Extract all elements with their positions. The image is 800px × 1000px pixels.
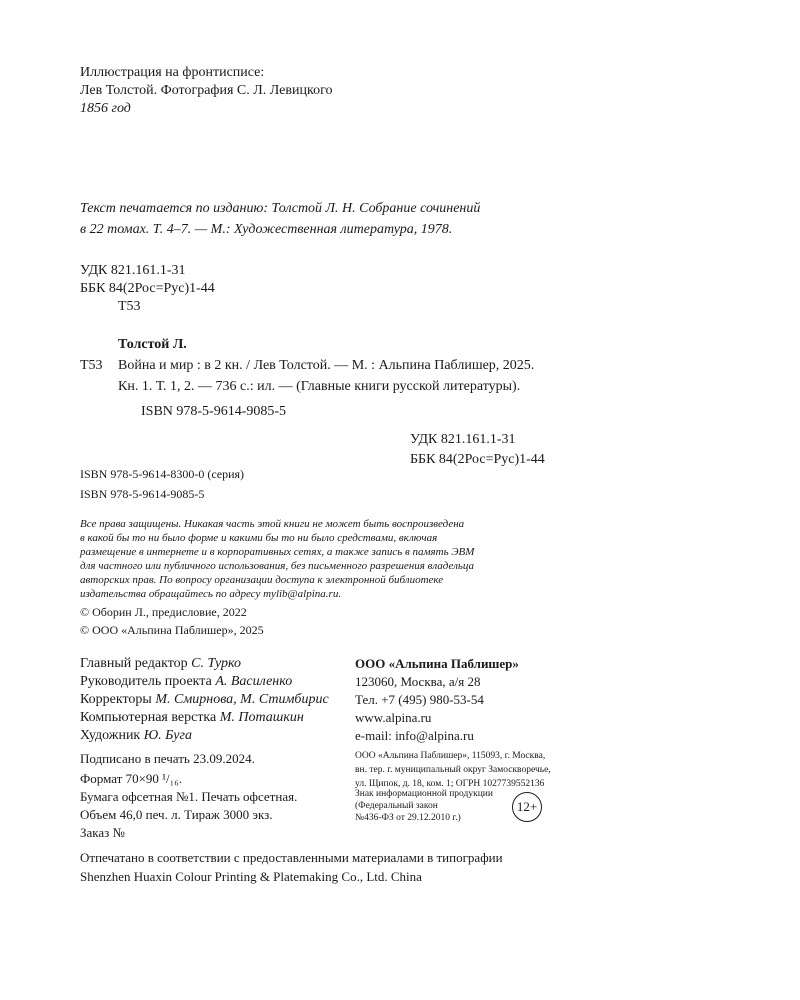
bbk-code: ББК 84(2Рос=Рус)1-44 xyxy=(80,281,215,296)
staff-role: Главный редактор xyxy=(80,656,188,671)
staff-name: М. Поташкин xyxy=(219,710,304,725)
bibliographic-isbn: ISBN 978-5-9614-9085-5 xyxy=(141,404,287,419)
isbn-book: ISBN 978-5-9614-9085-5 xyxy=(80,487,205,501)
rights-line-5: авторских прав. По вопросу организации доступа к электронной библиотеке xyxy=(80,574,444,586)
copyright-block xyxy=(80,603,264,639)
staff-row xyxy=(80,727,329,745)
staff-role: Руководитель проекта xyxy=(80,674,212,689)
age-sign-note xyxy=(355,788,493,824)
staff-row xyxy=(80,655,329,673)
bibliographic-line-2: Кн. 1. Т. 1, 2. — 736 с.: ил. — (Главные книги русской литературы). xyxy=(118,379,521,394)
staff-row xyxy=(80,673,329,691)
classification-right xyxy=(410,430,545,470)
print-format: Формат 70×90 ¹/₁₆. xyxy=(80,771,182,786)
source-edition-line-2: в 22 томах. Т. 4–7. — М.: Художественная литература, 1978. xyxy=(80,222,453,237)
staff-role: Художник xyxy=(80,728,141,743)
staff-name: Ю. Буга xyxy=(143,728,192,743)
age-sign-line-1: Знак информационной продукции xyxy=(355,789,493,799)
rights-line-4: для частного или публичного использования, без письменного разрешения владельца xyxy=(80,560,475,572)
rights-line-3: размещение в интернете и в корпоративных сетях, а также запись в память ЭВМ xyxy=(80,546,475,558)
rights-notice xyxy=(80,517,474,601)
publisher-name: ООО «Альпина Паблишер» xyxy=(355,656,519,671)
copyright-line-1: © Оборин Л., предисловие, 2022 xyxy=(80,605,247,619)
author-name: Толстой Л. xyxy=(118,337,187,352)
legal-address xyxy=(355,749,551,791)
bibliographic-code: Т53 xyxy=(80,358,103,373)
rights-line-2: в какой бы то ни было форме и какими бы то ни было средствами, включая xyxy=(80,532,438,544)
publisher-email: e-mail: info@alpina.ru xyxy=(355,728,474,743)
print-info xyxy=(80,750,297,842)
bibliographic-line-1 xyxy=(80,355,534,376)
legal-address-line-1: ООО «Альпина Паблишер», 115093, г. Москва, xyxy=(355,751,546,761)
staff-list xyxy=(80,655,329,745)
rights-line-6: издательства обращайтесь по адресу mylib@alpina.ru. xyxy=(80,588,342,600)
bbk-code-right: ББК 84(2Рос=Рус)1-44 xyxy=(410,452,545,467)
isbn-list xyxy=(80,464,244,504)
print-signed: Подписано в печать 23.09.2024. xyxy=(80,751,255,766)
staff-name: С. Турко xyxy=(191,656,242,671)
frontispiece-line-2: Лев Толстой. Фотография С. Л. Левицкого xyxy=(80,83,333,98)
frontispiece-line-1: Иллюстрация на фронтисписе: xyxy=(80,65,265,80)
source-edition-line-1: Текст печатается по изданию: Толстой Л. Н. Собрание сочинений xyxy=(80,201,481,216)
classification-left xyxy=(80,262,215,316)
age-sign-line-2: (Федеральный закон xyxy=(355,801,438,811)
isbn-series: ISBN 978-5-9614-8300-0 (серия) xyxy=(80,467,245,481)
rights-line-1: Все права защищены. Никакая часть этой книги не может быть воспроизведена xyxy=(80,518,465,530)
staff-row xyxy=(80,709,329,727)
print-order: Заказ № xyxy=(80,825,125,840)
bibliographic-record xyxy=(80,334,534,422)
printing-line-2: Shenzhen Huaxin Colour Printing & Platemaking Co., Ltd. China xyxy=(80,869,422,884)
frontispiece-year: 1856 год xyxy=(80,101,131,116)
author-sign: Т53 xyxy=(118,299,141,314)
staff-name: М. Смирнова, М. Стимбирис xyxy=(155,692,329,707)
udk-code-right: УДК 821.161.1-31 xyxy=(410,432,516,447)
staff-role: Корректоры xyxy=(80,692,152,707)
staff-name: А. Василенко xyxy=(215,674,293,689)
source-edition xyxy=(80,198,480,240)
age-rating-badge: 12+ xyxy=(512,792,542,822)
publisher-address: 123060, Москва, а/я 28 xyxy=(355,674,481,689)
copyright-line-2: © ООО «Альпина Паблишер», 2025 xyxy=(80,623,264,637)
staff-role: Компьютерная верстка xyxy=(80,710,217,725)
legal-address-line-3: ул. Щипок, д. 18, ком. 1; ОГРН 1027739552136 xyxy=(355,779,545,789)
staff-row xyxy=(80,691,329,709)
publisher-contacts xyxy=(355,655,519,745)
publisher-site: www.alpina.ru xyxy=(355,710,432,725)
legal-address-line-2: вн. тер. г. муниципальный округ Замоскворечье, xyxy=(355,765,551,775)
bibliographic-title: Война и мир : в 2 кн. / Лев Толстой. — М. : Альпина Паблишер, 2025. xyxy=(118,358,535,373)
frontispiece-note xyxy=(80,64,332,118)
age-sign-line-3: №436-ФЗ от 29.12.2010 г.) xyxy=(355,813,461,823)
print-paper: Бумага офсетная №1. Печать офсетная. xyxy=(80,789,298,804)
printing-info xyxy=(80,848,503,886)
print-volume: Объем 46,0 печ. л. Тираж 3000 экз. xyxy=(80,807,273,822)
udk-code: УДК 821.161.1-31 xyxy=(80,263,186,278)
publisher-phone: Тел. +7 (495) 980-53-54 xyxy=(355,692,484,707)
printing-line-1: Отпечатано в соответствии с предоставленными материалами в типографии xyxy=(80,850,503,865)
